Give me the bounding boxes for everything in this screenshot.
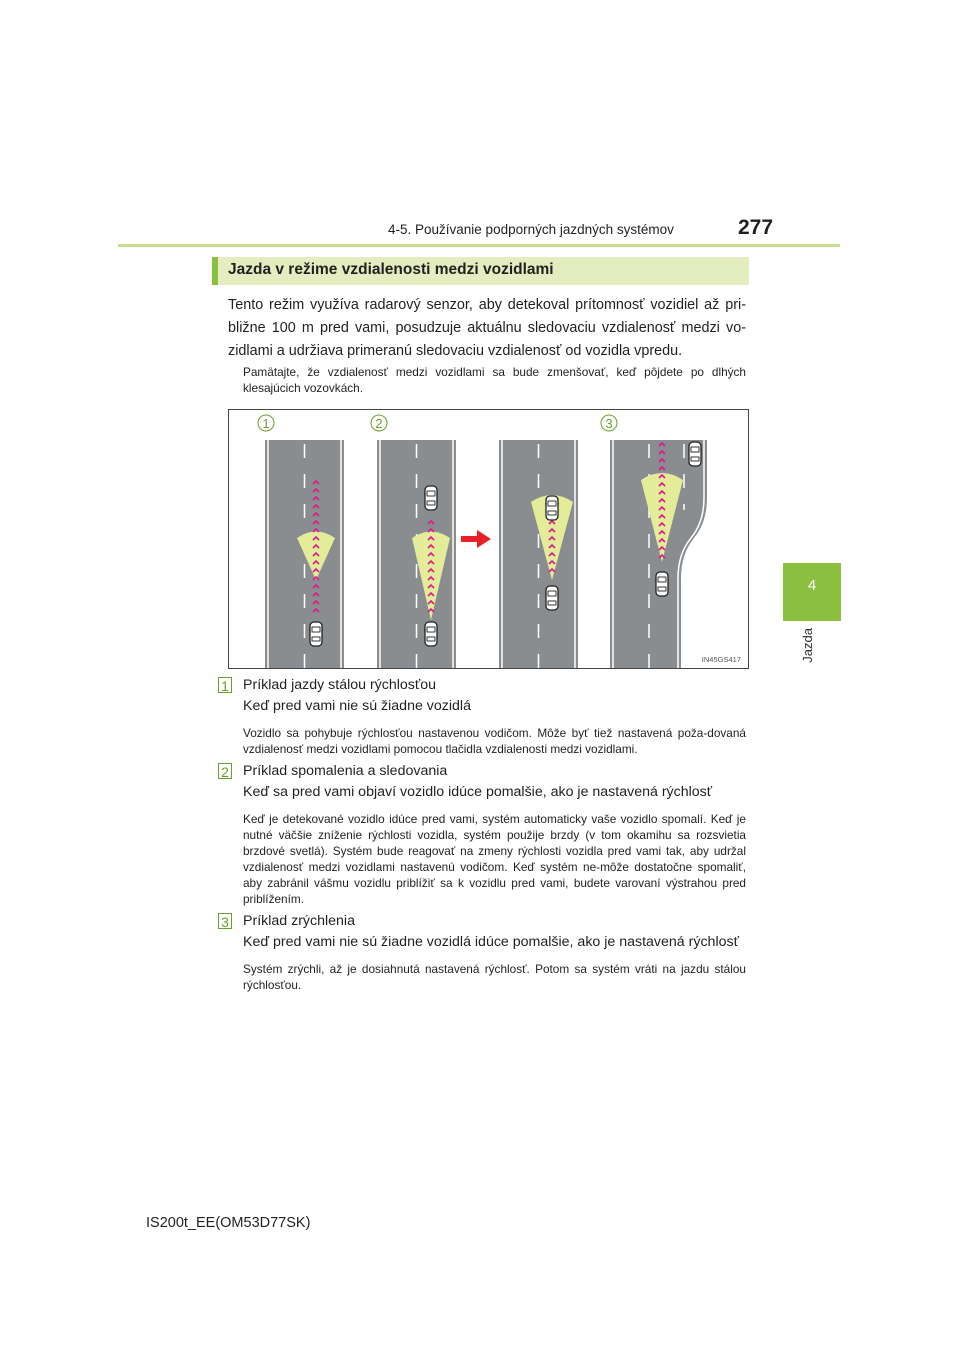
item-1-title: Príklad jazdy stálou rýchlosťou [243, 677, 436, 693]
own-car [424, 622, 438, 646]
footer-model-code: IS200t_EE(OM53D77SK) [146, 1215, 311, 1231]
item-3-note: Systém zrýchli, až je dosiahnutá nastavená rýchlosť. Potom sa systém vráti na jazdu stálou rýchlosťou. [243, 962, 746, 992]
own-car [545, 586, 559, 610]
item-marker-1: 1 [218, 677, 232, 693]
exiting-car [688, 442, 702, 466]
diagram-marker-2 [371, 415, 387, 431]
svg-text:3: 3 [605, 416, 613, 431]
svg-text:1: 1 [262, 416, 270, 431]
lead-car [424, 486, 438, 510]
lead-car [545, 496, 559, 520]
item-1-subtitle: Keď pred vami nie sú žiadne vozidlá [243, 698, 471, 714]
item-3-title: Príklad zrýchlenia [243, 913, 355, 929]
svg-text:2: 2 [375, 416, 383, 431]
item-marker-2: 2 [218, 763, 232, 779]
intro-paragraph: Tento režim využíva radarový senzor, aby detekoval prítomnosť vozidiel až pri-bližne 100 m pred vami, posudzuje aktuálnu sledovaciu vzdialenosť medzi vo-zidlami a udržiava primeranú sledovaciu vzdialenosť od vozidla vpredu. [228, 297, 746, 359]
diagram-code: IN45GS417 [701, 655, 741, 664]
diagram-svg [229, 410, 748, 668]
section-heading-bar [212, 257, 749, 285]
item-2-subtitle: Keď sa pred vami objaví vozidlo idúce pomalšie, ako je nastavená rýchlosť [243, 784, 713, 800]
road-scene-2 [377, 440, 456, 668]
section-title: Jazda v režime vzdialenosti medzi vozidlami [228, 261, 554, 278]
chapter-label: Jazda [800, 628, 815, 663]
transition-arrow-icon [461, 530, 491, 548]
page-number: 277 [738, 216, 774, 239]
running-header: 4-5. Používanie podporných jazdných systémov [388, 222, 674, 237]
radar-cruise-diagram [228, 409, 749, 669]
road-scene-4 [610, 440, 707, 668]
intro-note: Pamätajte, že vzdialenosť medzi vozidlami sa bude zmenšovať, keď pôjdete po dlhých klesajúcich vozovkách. [243, 365, 746, 395]
item-2-title: Príklad spomalenia a sledovania [243, 763, 448, 779]
chapter-tab[interactable] [783, 563, 841, 621]
road-scene-3 [499, 440, 578, 668]
header-rule [118, 244, 840, 247]
road-scene-1 [265, 440, 344, 668]
own-car [309, 622, 323, 646]
diagram-marker-1 [258, 415, 274, 431]
item-1-note: Vozidlo sa pohybuje rýchlosťou nastavenou vodičom. Môže byť tiež nastavená poža-dovaná vzdialenosť medzi vozidlami pomocou tlačidla vzdialenosti medzi vozidlami. [243, 726, 746, 756]
diagram-marker-3 [601, 415, 617, 431]
item-marker-3: 3 [218, 913, 232, 929]
own-car [655, 572, 669, 596]
item-2-note: Keď je detekované vozidlo idúce pred vami, systém automaticky vaše vozidlo spomalí. Keď je nutné väčšie zníženie rýchlosti vozidla, systém použije brzdy (v tom okamihu sa rozsvietia brzdové svetlá). Systém bude reagovať na zmeny rýchlosti vozidla pred vami tak, aby udržal vzdialenosť medzi vozidlami nastavenú vodičom. Keď systém ne-môže dostatočne spomaliť, aby zabránil vášmu vozidlu priblížiť sa k vozidlu pred vami, budete varovaní výstrahou pred priblížením. [243, 812, 746, 906]
item-3-subtitle: Keď pred vami nie sú žiadne vozidlá idúce pomalšie, ako je nastavená rýchlosť [243, 934, 739, 950]
chapter-number: 4 [807, 577, 817, 594]
